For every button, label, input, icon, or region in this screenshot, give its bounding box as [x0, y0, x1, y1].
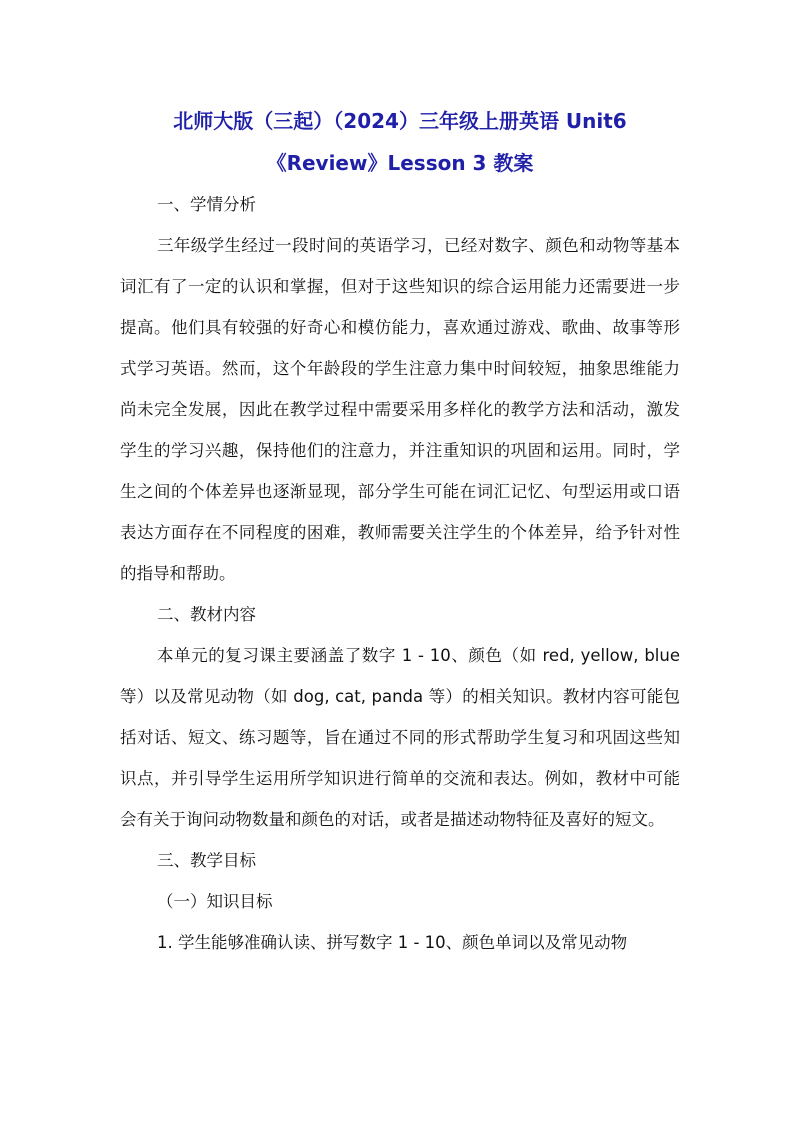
- document-page: [120, 100, 680, 963]
- section-paragraph-content: 本单元的复习课主要涵盖了数字 1 - 10、颜色（如 red, yellow, blue 等）以及常见动物（如 dog, cat, panda 等）的相关知识。教材内容可能包括对话、短文、练习题等，旨在通过不同的形式帮助学生复习和巩固这些知识点，并引导学生运用所学知识进行简单的交流和表达。例如，教材中可能会有关于询问动物数量和颜色的对话，或者是描述动物特征及喜好的短文。: [120, 646, 680, 829]
- title-line-1: 北师大版（三起）（2024）三年级上册英语 Unit6: [173, 109, 627, 133]
- section-heading-analysis: 一、学情分析: [157, 195, 256, 214]
- section-heading-objectives: 三、教学目标: [157, 851, 256, 870]
- document-title: [120, 100, 680, 184]
- section-paragraph-analysis: 三年级学生经过一段时间的英语学习，已经对数字、颜色和动物等基本词汇有了一定的认识和掌握，但对于这些知识的综合运用能力还需要进一步提高。他们具有较强的好奇心和模仿能力，喜欢通过游戏、歌曲、故事等形式学习英语。然而，这个年龄段的学生注意力集中时间较短，抽象思维能力尚未完全发展，因此在教学过程中需要采用多样化的教学方法和活动，激发学生的学习兴趣，保持他们的注意力，并注重知识的巩固和运用。同时，学生之间的个体差异也逐渐显现，部分学生可能在词汇记忆、句型运用或口语表达方面存在不同程度的困难，教师需要关注学生的个体差异，给予针对性的指导和帮助。: [120, 236, 680, 583]
- title-line-2: 《Review》Lesson 3 教案: [266, 151, 534, 175]
- subsection-heading-knowledge: （一）知识目标: [157, 892, 273, 911]
- section-heading-content: 二、教材内容: [157, 605, 256, 624]
- objective-item-1: 1. 学生能够准确认读、拼写数字 1 - 10、颜色单词以及常见动物: [157, 933, 628, 952]
